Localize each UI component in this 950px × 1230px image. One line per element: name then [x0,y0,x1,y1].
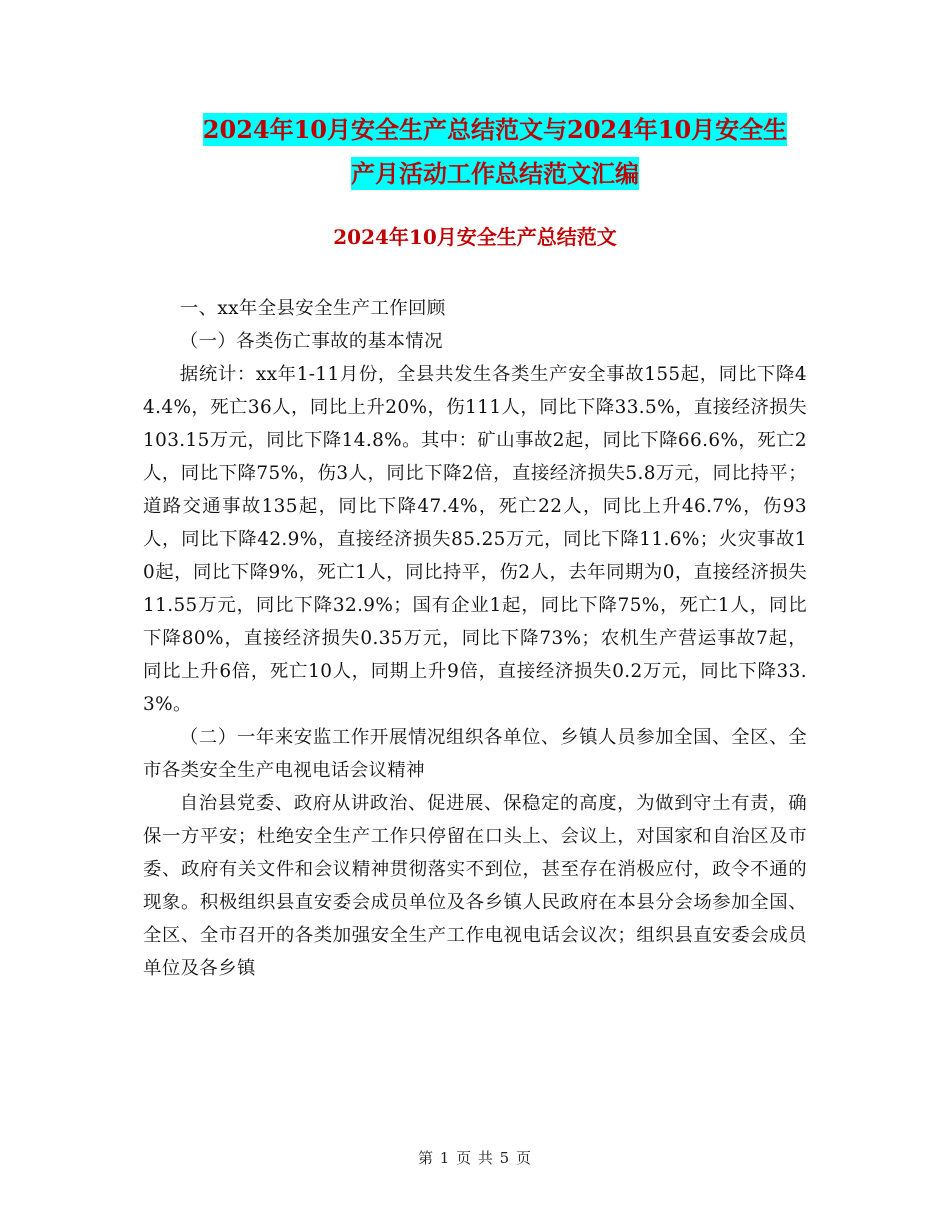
heading-work-progress: （二）一年来安监工作开展情况组织各单位、乡镇人员参加全国、全区、全市各类安全生产电视电话会议精神 [143,727,807,781]
paragraph-county-measures: 自治县党委、政府从讲政治、促进展、保稳定的高度，为做到守土有责，确保一方平安；杜绝安全生产工作只停留在口头上、会议上，对国家和自治区及市委、政府有关文件和会议精神贯彻落实不到位，甚至存在消极应付，政令不通的现象。积极组织县直安委会成员单位及各乡镇人民政府在本县分会场参加全国、全区、全市召开的各类加强安全生产工作电视电话会议次；组织县直安委会成员单位及各乡镇 [143,793,807,979]
document-title [175,108,815,196]
document-body [143,292,807,985]
heading-review: 一、xx年全县安全生产工作回顾 [179,298,446,319]
heading-accident-situation: （一）各类伤亡事故的基本情况 [179,331,443,352]
title-line-2: 产月活动工作总结范文汇编 [351,159,639,188]
title-line-1: 2024年10月安全生产总结范文与2024年10月安全生 [202,115,788,144]
section-title: 2024年10月安全生产总结范文 [333,225,617,249]
page-footer: 第 1 页 共 5 页 [418,1149,532,1167]
paragraph-statistics: 据统计：xx年1-11月份，全县共发生各类生产安全事故155起，同比下降44.4%，死亡36人，同比上升20%，伤111人，同比下降33.5%，直接经济损失103.15万元，同比下降14.8%。其中：矿山事故2起，同比下降66.6%，死亡2人，同比下降75%，伤3人，同比下降2倍，直接经济损失5.8万元，同比持平；道路交通事故135起，同比下降47.4%，死亡22人，同比上升46.7%，伤93人，同比下降42.9%，直接经济损失85.25万元，同比下降11.6%；火灾事故10起，同比下降9%，死亡1人，同比持平，伤2人，去年同期为0，直接经济损失11.55万元，同比下降32.9%；国有企业1起，同比下降75%，死亡1人，同比下降80%，直接经济损失0.35万元，同比下降73%；农机生产营运事故7起，同比上升6倍，死亡10人，同期上升9倍，直接经济损失0.2万元，同比下降33.3%。 [143,364,807,715]
